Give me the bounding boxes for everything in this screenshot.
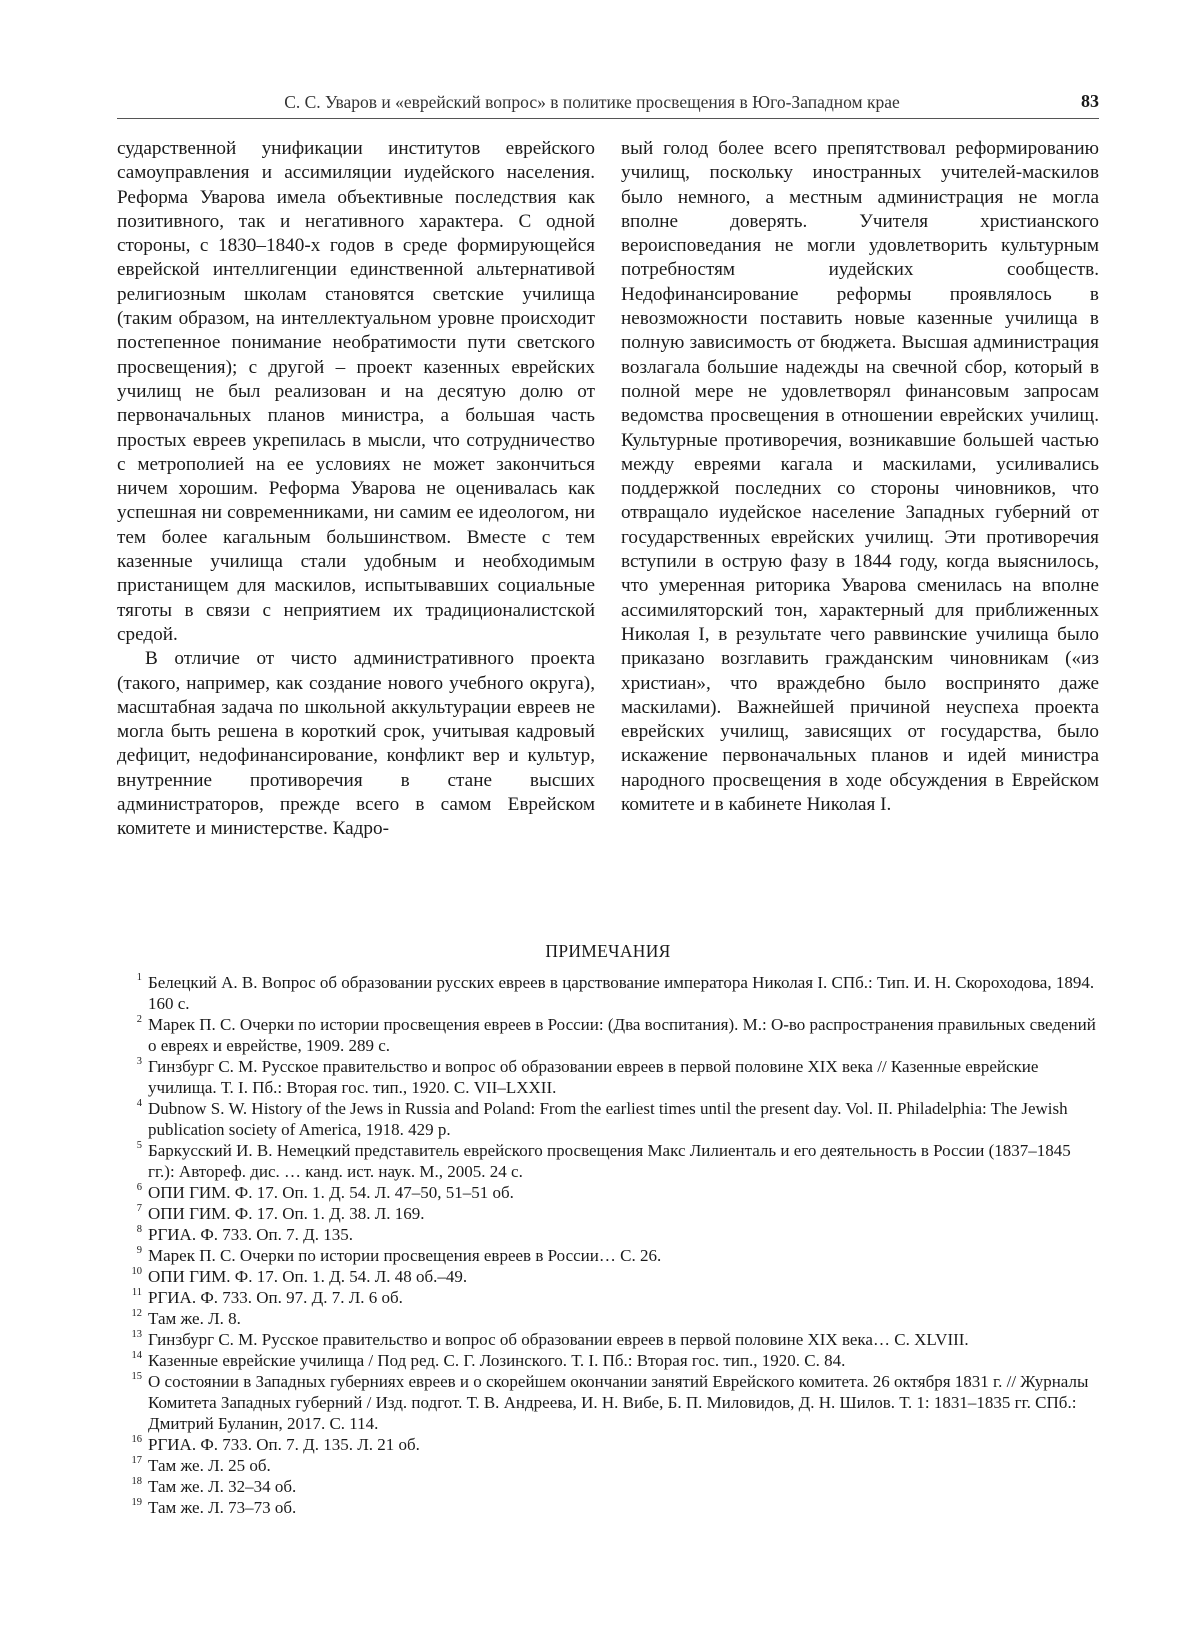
note-text: Там же. Л. 32–34 об. bbox=[148, 1477, 297, 1496]
note-number: 2 bbox=[136, 1014, 142, 1025]
note-text: Марек П. С. Очерки по истории просвещения евреев в России… С. 26. bbox=[148, 1246, 662, 1265]
note-item bbox=[128, 1203, 1099, 1224]
note-number: 5 bbox=[136, 1140, 142, 1151]
note-text: РГИА. Ф. 733. Оп. 97. Д. 7. Л. 6 об. bbox=[148, 1288, 403, 1307]
paragraph: вый голод более всего препятствовал реформированию училищ, поскольку иностранных учителей-маскилов было немного, а местным администрация не могла вполне доверять. Учителя христианского вероисповедания не могли удовлетворить культурным потребностям иудейских сообществ. Недофинансирование реформы проявлялось в невозможности поставить новые казенные училища в полную зависимость от бюджета. Высшая администрация возлагала большие надежды на свечной сбор, который в полной мере не удовлетворял финансовым запросам ведомства просвещения в отношении еврейских училищ. Культурные противоречия, возникавшие большей частью между евреями кагала и маскилами, усиливались поддержкой последних со стороны чиновников, что отвращало иудейское население Западных губерний от государственных еврейских училищ. Эти противоречия вступили в острую фазу в 1844 году, когда выяснилось, что умеренная риторика Уварова сменилась на вполне ассимиляторский тон, характерный для приближенных Николая I, в результате чего раввинские училища было приказано возглавить гражданским чиновникам («из христиан», что враждебно было воспринято даже маскилами). Важнейшей причиной неуспеха проекта еврейских училищ, зависящих от государства, было искажение первоначальных планов и идей министра народного просвещения в ходе обсуждения в Еврейском комитете и в кабинете Николая I. bbox=[621, 138, 1099, 816]
running-title: С. С. Уваров и «еврейский вопрос» в политике просвещения в Юго-Западном крае bbox=[284, 92, 900, 112]
note-item bbox=[128, 1371, 1099, 1434]
note-text: Баркусский И. В. Немецкий представитель еврейского просвещения Макс Лилиенталь и его деятельность в России (1837–1845 гг.): Автореф. дис. … канд. ист. наук. М., 2005. 24 с. bbox=[148, 1141, 1071, 1181]
note-item bbox=[128, 1497, 1099, 1518]
note-item bbox=[128, 1140, 1099, 1182]
note-text: Гинзбург С. М. Русское правительство и вопрос об образовании евреев в первой половине XIX века // Казенные еврейские училища. Т. I. Пб.: Вторая гос. тип., 1920. С. VII–LXXII. bbox=[148, 1057, 1039, 1097]
note-text: Белецкий А. В. Вопрос об образовании русских евреев в царствование императора Николая I. СПб.: Тип. И. Н. Скороходова, 1894. 160 с. bbox=[148, 973, 1095, 1013]
note-number: 3 bbox=[136, 1056, 142, 1067]
note-number: 11 bbox=[131, 1287, 142, 1298]
note-item bbox=[128, 1266, 1099, 1287]
note-item bbox=[128, 1098, 1099, 1140]
note-number: 15 bbox=[131, 1371, 142, 1382]
note-text: Гинзбург С. М. Русское правительство и вопрос об образовании евреев в первой половине XIX века… С. XLVIII. bbox=[148, 1330, 969, 1349]
note-text: Марек П. С. Очерки по истории просвещения евреев в России: (Два воспитания). М.: О-во распространения правильных сведений о евреях и еврействе, 1909. 289 с. bbox=[148, 1015, 1096, 1055]
note-item bbox=[128, 1434, 1099, 1455]
note-text: Там же. Л. 73–73 об. bbox=[148, 1498, 297, 1517]
note-text: ОПИ ГИМ. Ф. 17. Оп. 1. Д. 54. Л. 48 об.–49. bbox=[148, 1267, 468, 1286]
left-column bbox=[117, 137, 595, 842]
note-item bbox=[128, 1245, 1099, 1266]
note-number: 17 bbox=[131, 1455, 142, 1466]
note-number: 9 bbox=[136, 1245, 142, 1256]
note-number: 1 bbox=[136, 972, 142, 983]
note-text: Dubnow S. W. History of the Jews in Russia and Poland: From the earliest times until the present day. Vol. II. Philadelphia: The Jewish publication society of America, 1918. 429 p. bbox=[148, 1099, 1068, 1139]
page-header bbox=[117, 88, 1099, 124]
note-number: 19 bbox=[131, 1497, 142, 1508]
note-number: 10 bbox=[131, 1266, 142, 1277]
note-text: Там же. Л. 8. bbox=[148, 1309, 241, 1328]
page-number: 83 bbox=[1081, 91, 1099, 111]
paragraph: сударственной унификации институтов еврейского самоуправления и ассимиляции иудейского населения. Реформа Уварова имела объективные последствия как позитивного, так и негативного характера. С одной стороны, с 1830–1840-х годов в среде формирующейся еврейской интеллигенции единственной альтернативой религиозным школам становятся светские училища (таким образом, на интеллектуальном уровне происходит постепенное понимание необратимости пути светского просвещения); с другой – проект казенных еврейских училищ не был реализован и на десятую долю от первоначальных планов министра, а большая часть простых евреев укрепилась в мысли, что сотрудничество с метрополией на ее условиях не может закончиться ничем хорошим. Реформа Уварова не оценивалась как успешная ни современниками, ни самим ее идеологом, ни тем более кагальным большинством. Вместе с тем казенные училища стали удобным и необходимым пристанищем для маскилов, испытывавших социальные тяготы в связи с неприятием их традиционалистской средой. bbox=[117, 138, 595, 645]
note-text: Казенные еврейские училища / Под ред. С. Г. Лозинского. Т. I. Пб.: Вторая гос. тип., 1920. С. 84. bbox=[148, 1351, 846, 1370]
note-item bbox=[128, 1308, 1099, 1329]
note-item bbox=[128, 1476, 1099, 1497]
note-text: О состоянии в Западных губерниях евреев и о скорейшем окончании занятий Еврейского комитета. 26 октября 1831 г. // Журналы Комитета Западных губерний / Изд. подгот. Т. В. Андреева, И. Н. Вибе, Б. П. Миловидов, Д. Н. Шилов. Т. 1: 1831–1835 гг. СПб.: Дмитрий Буланин, 2017. С. 114. bbox=[148, 1372, 1089, 1433]
note-number: 12 bbox=[131, 1308, 142, 1319]
note-text: Там же. Л. 25 об. bbox=[148, 1456, 271, 1475]
note-item bbox=[128, 1056, 1099, 1098]
note-item bbox=[128, 1224, 1099, 1245]
note-text: ОПИ ГИМ. Ф. 17. Оп. 1. Д. 54. Л. 47–50, 51–51 об. bbox=[148, 1183, 514, 1202]
note-item bbox=[128, 1329, 1099, 1350]
note-number: 4 bbox=[136, 1098, 142, 1109]
note-number: 7 bbox=[136, 1203, 142, 1214]
note-number: 14 bbox=[131, 1350, 142, 1361]
right-column bbox=[621, 137, 1099, 817]
note-text: РГИА. Ф. 733. Оп. 7. Д. 135. bbox=[148, 1225, 353, 1244]
paragraph: В отличие от чисто административного проекта (такого, например, как создание нового учебного округа), масштабная задача по школьной аккультурации евреев не могла быть решена в короткий срок, учитывая кадровый дефицит, недофинансирование, конфликт вер и культур, внутренние противоречия в стане высших администраторов, прежде всего в самом Еврейском комитете и министерстве. Кадро- bbox=[117, 648, 595, 840]
notes-list bbox=[128, 972, 1099, 1518]
header-rule bbox=[117, 118, 1099, 119]
note-number: 8 bbox=[136, 1224, 142, 1235]
note-item bbox=[128, 972, 1099, 1014]
note-number: 6 bbox=[136, 1182, 142, 1193]
notes-heading: ПРИМЕЧАНИЯ bbox=[545, 941, 671, 961]
note-text: ОПИ ГИМ. Ф. 17. Оп. 1. Д. 38. Л. 169. bbox=[148, 1204, 425, 1223]
note-number: 13 bbox=[131, 1329, 142, 1340]
note-item bbox=[128, 1182, 1099, 1203]
note-number: 18 bbox=[131, 1476, 142, 1487]
note-item bbox=[128, 1350, 1099, 1371]
note-item bbox=[128, 1455, 1099, 1476]
note-item bbox=[128, 1287, 1099, 1308]
note-text: РГИА. Ф. 733. Оп. 7. Д. 135. Л. 21 об. bbox=[148, 1435, 420, 1454]
note-item bbox=[128, 1014, 1099, 1056]
note-number: 16 bbox=[131, 1434, 142, 1445]
